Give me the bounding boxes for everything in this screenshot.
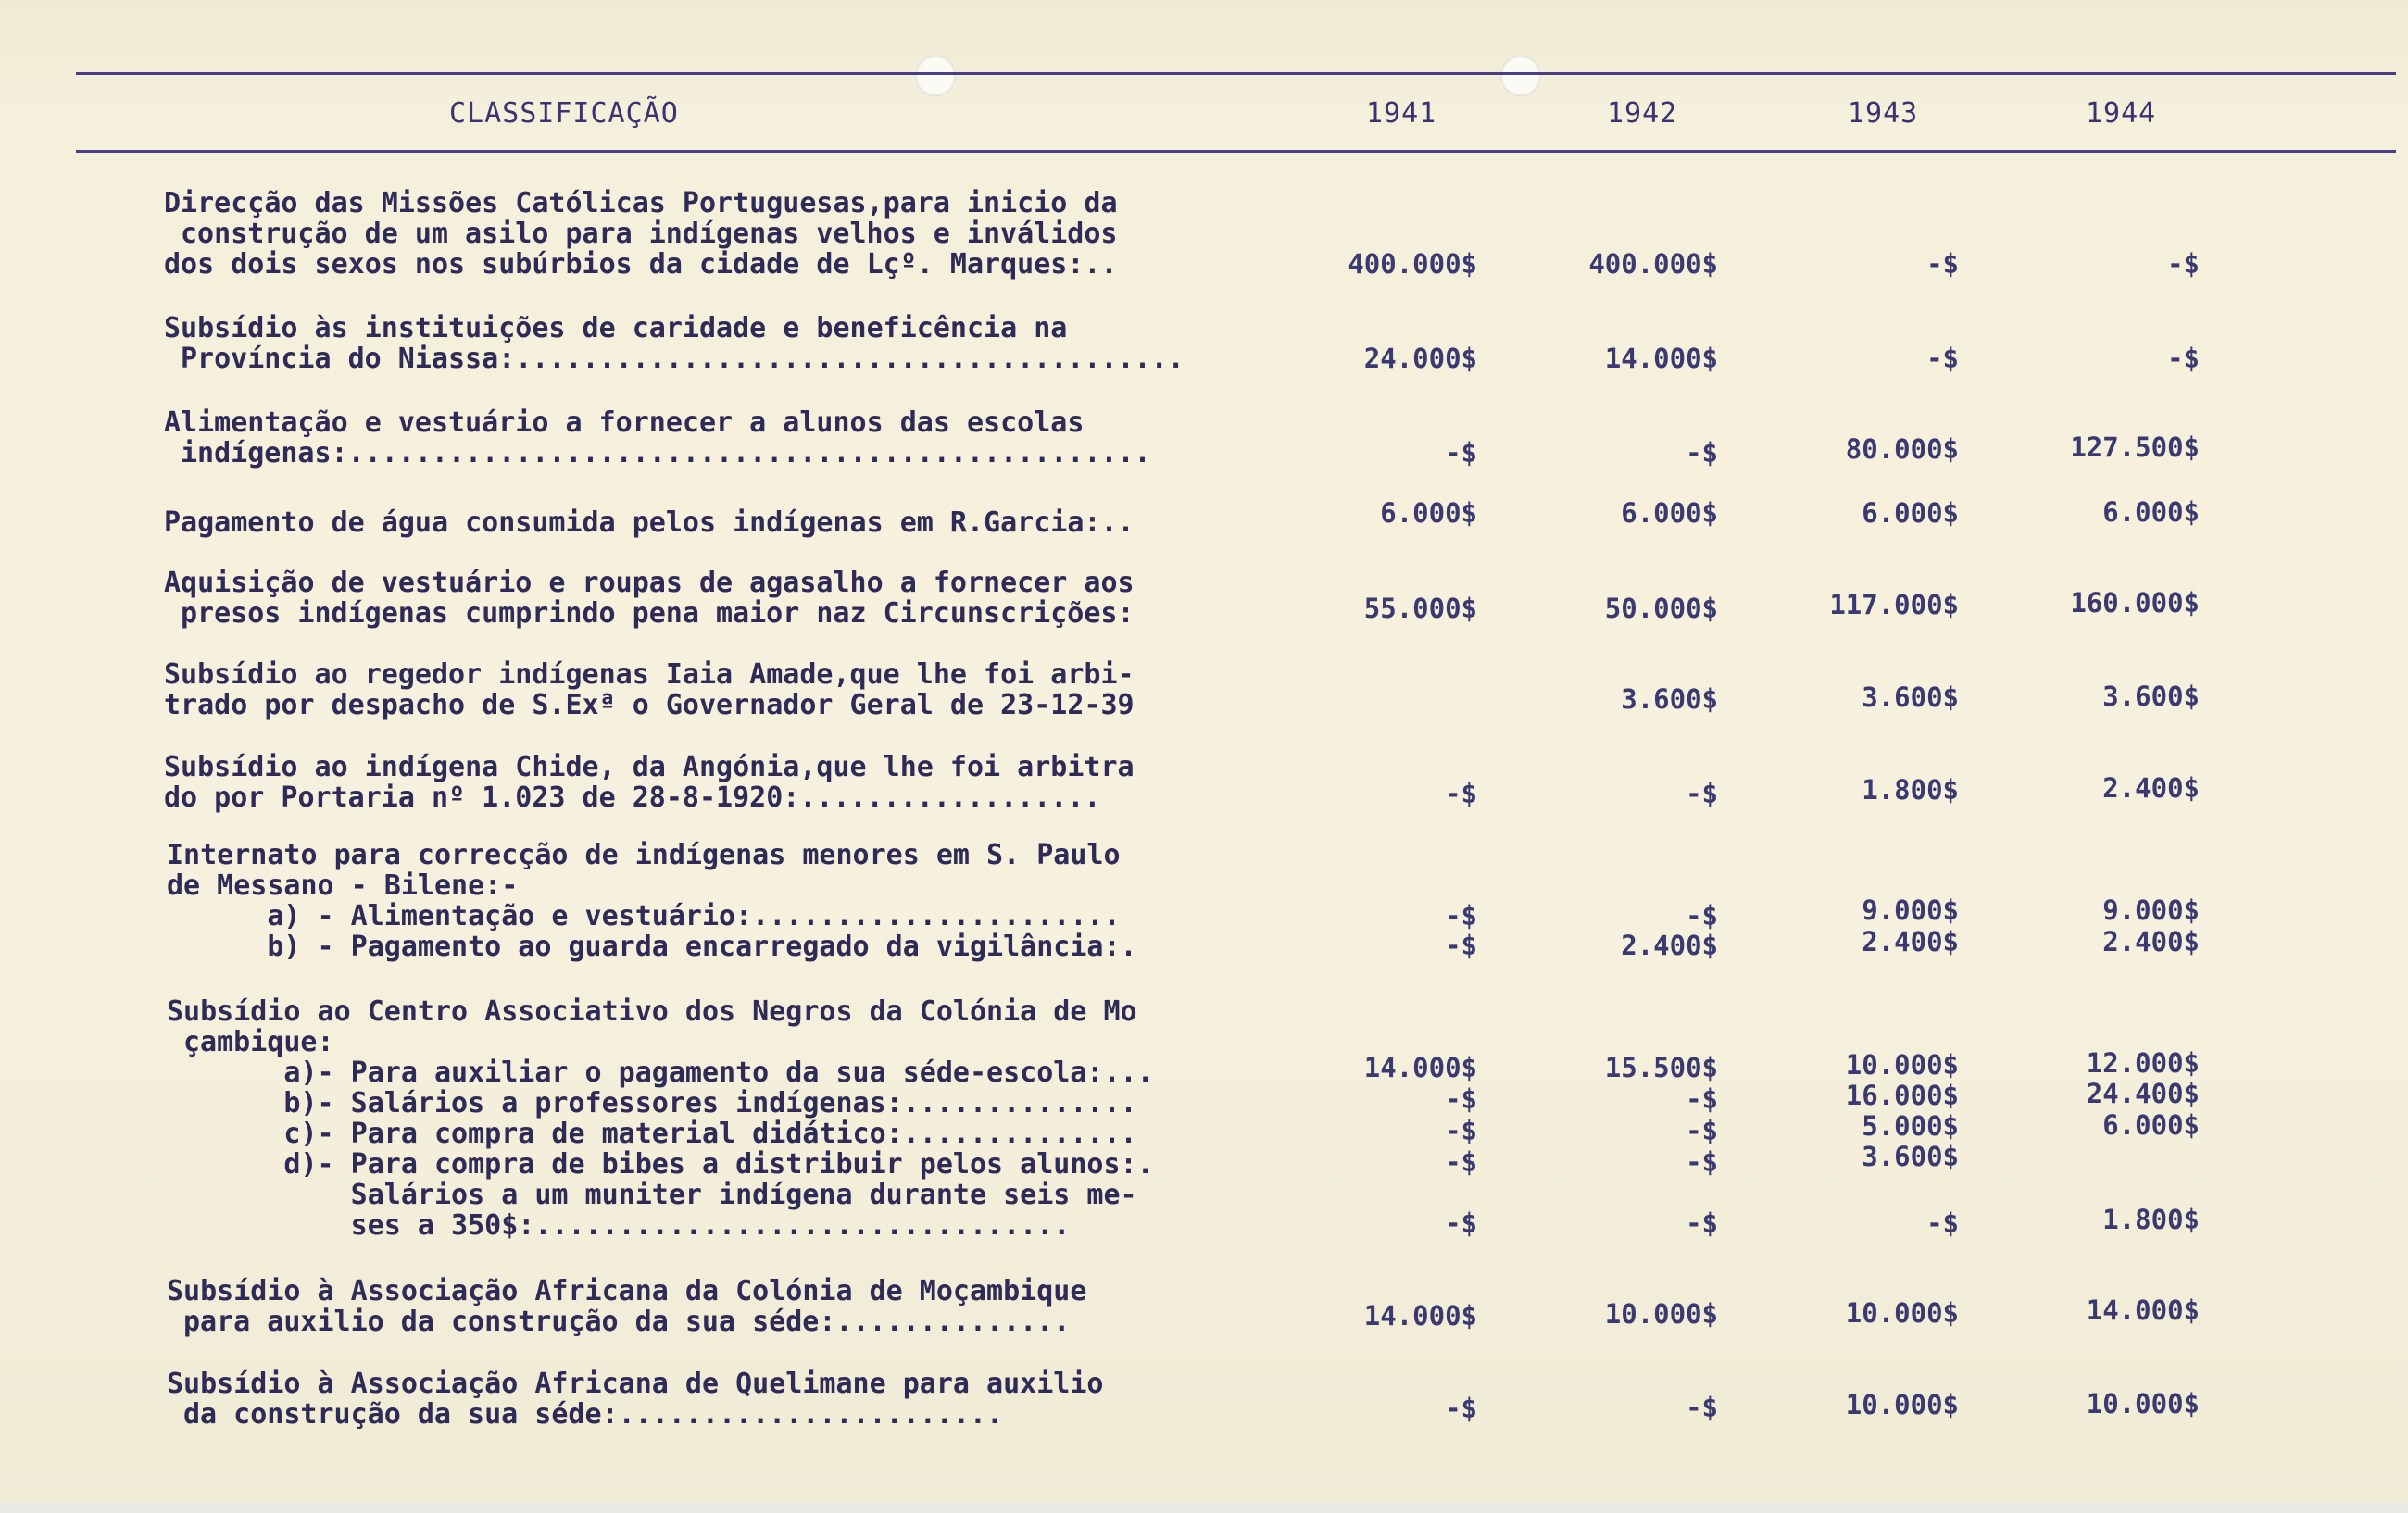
header-bottom-rule <box>76 150 2396 153</box>
value-1942: 6.000$ <box>1621 497 1718 529</box>
punch-hole <box>915 56 956 96</box>
value-1943: 80.000$ <box>1845 433 1959 465</box>
value-1943: 10.000$ <box>1845 1297 1959 1329</box>
value-1942: 14.000$ <box>1604 343 1718 374</box>
value-1941: -$ <box>1445 778 1477 809</box>
classification-header: CLASSIFICAÇÃO <box>449 97 679 130</box>
value-1942: 400.000$ <box>1588 248 1718 280</box>
page-edge <box>0 1502 2408 1513</box>
value-1941: 24.000$ <box>1363 343 1477 374</box>
value-1942: -$ <box>1686 1392 1718 1423</box>
value-1942: -$ <box>1686 900 1718 932</box>
value-1943: -$ <box>1926 248 1959 280</box>
value-1944: 14.000$ <box>2086 1294 2200 1326</box>
row-description: Direcção das Missões Católicas Portuguesas,para inicio da construção de um asilo para indígenas velhos e inválidos dos dois sexos nos subúrbios da cidade de Lçº. Marques:.. <box>164 187 1118 281</box>
row-description: Subsídio ao Centro Associativo dos Negros da Colónia de Mo çambique: a)- Para auxiliar o pagamento da sua séde-escola:... b)- Salários a professores indígenas:.............. c)- Para compra de material didático:.............. d)- Para compra de bibes a distribuir pelos alunos:. Salários a um muniter indígena durante seis me- ses a 350$:................................ <box>167 995 1154 1242</box>
value-1943: 1.800$ <box>1862 774 1959 806</box>
value-1942: 3.600$ <box>1621 683 1718 715</box>
value-1942: -$ <box>1686 1146 1718 1178</box>
row-description: Internato para correcção de indígenas menores em S. Paulo de Messano - Bilene:- a) - Alimentação e vestuário:...................... b) - Pagamento ao guarda encarregado da vigilância:. <box>167 839 1137 963</box>
value-1942: -$ <box>1686 778 1718 809</box>
value-1943: 2.400$ <box>1862 926 1959 957</box>
row-description: Subsídio à Associação Africana da Colónia de Moçambique para auxilio da construção da sua séde:.............. <box>167 1275 1087 1338</box>
year-header-1942: 1942 <box>1607 97 1678 130</box>
value-1943: 10.000$ <box>1845 1389 1959 1420</box>
value-1942: -$ <box>1686 1115 1718 1146</box>
value-1944: 1.800$ <box>2102 1204 2200 1235</box>
value-1941: -$ <box>1445 1207 1477 1239</box>
header-top-rule <box>76 72 2396 75</box>
value-1944: 10.000$ <box>2086 1388 2200 1419</box>
value-1944: 160.000$ <box>2070 587 2200 619</box>
value-1943: 117.000$ <box>1829 589 1959 620</box>
year-header-1941: 1941 <box>1366 97 1437 130</box>
value-1941: -$ <box>1445 1146 1477 1178</box>
value-1943: 16.000$ <box>1845 1080 1959 1111</box>
value-1944: 2.400$ <box>2102 772 2200 804</box>
value-1944: -$ <box>2167 343 2200 374</box>
year-header-1944: 1944 <box>2086 97 2157 130</box>
value-1941: 400.000$ <box>1348 248 1477 280</box>
value-1941: 14.000$ <box>1363 1052 1477 1083</box>
value-1943: 9.000$ <box>1862 894 1959 926</box>
value-1941: 6.000$ <box>1380 497 1477 529</box>
value-1941: -$ <box>1445 900 1477 932</box>
row-description: Subsídio à Associação Africana de Quelimane para auxilio da construção da sua séde:....................... <box>167 1368 1104 1431</box>
value-1941: -$ <box>1445 437 1477 469</box>
value-1943: 3.600$ <box>1862 681 1959 713</box>
value-1942: 2.400$ <box>1621 930 1718 961</box>
value-1942: -$ <box>1686 437 1718 469</box>
value-1944: 12.000$ <box>2086 1047 2200 1079</box>
value-1944: 6.000$ <box>2102 1109 2200 1141</box>
punch-hole <box>1500 56 1541 96</box>
value-1944: 127.500$ <box>2070 431 2200 463</box>
value-1944: 6.000$ <box>2102 496 2200 528</box>
value-1944: -$ <box>2167 248 2200 280</box>
value-1941: -$ <box>1445 1083 1477 1115</box>
value-1943: 5.000$ <box>1862 1110 1959 1142</box>
value-1944: 2.400$ <box>2102 926 2200 957</box>
row-description: Aquisição de vestuário e roupas de agasalho a fornecer aos presos indígenas cumprindo pena maior naz Circunscrições: <box>164 567 1135 630</box>
row-description: Pagamento de água consumida pelos indígenas em R.Garcia:.. <box>164 506 1135 539</box>
value-1944: 3.600$ <box>2102 681 2200 712</box>
value-1942: -$ <box>1686 1083 1718 1115</box>
row-description: Subsídio ao regedor indígenas Iaia Amade,que lhe foi arbi- trado por despacho de S.Exª o Governador Geral de 23-12-39 <box>164 658 1135 721</box>
value-1941: -$ <box>1445 1393 1477 1424</box>
value-1942: -$ <box>1686 1207 1718 1239</box>
row-description: Subsídio às instituições de caridade e beneficência na Província do Niassa:........................................ <box>164 312 1185 375</box>
value-1942: 10.000$ <box>1604 1298 1718 1330</box>
year-header-1943: 1943 <box>1848 97 1919 130</box>
value-1941: 55.000$ <box>1363 593 1477 624</box>
value-1943: -$ <box>1926 1207 1959 1239</box>
value-1941: 14.000$ <box>1363 1300 1477 1332</box>
value-1942: 15.500$ <box>1604 1052 1718 1083</box>
value-1943: 10.000$ <box>1845 1049 1959 1081</box>
value-1942: 50.000$ <box>1604 593 1718 624</box>
value-1941: -$ <box>1445 1115 1477 1146</box>
row-description: Subsídio ao indígena Chide, da Angónia,que lhe foi arbitra do por Portaria nº 1.023 de 28-8-1920:.................. <box>164 751 1135 814</box>
value-1944: 9.000$ <box>2102 894 2200 926</box>
value-1943: 3.600$ <box>1862 1141 1959 1172</box>
value-1941: -$ <box>1445 930 1477 961</box>
row-description: Alimentação e vestuário a fornecer a alunos das escolas indígenas:................................................ <box>164 406 1151 469</box>
value-1944: 24.400$ <box>2086 1078 2200 1109</box>
value-1943: 6.000$ <box>1862 497 1959 529</box>
value-1943: -$ <box>1926 343 1959 374</box>
